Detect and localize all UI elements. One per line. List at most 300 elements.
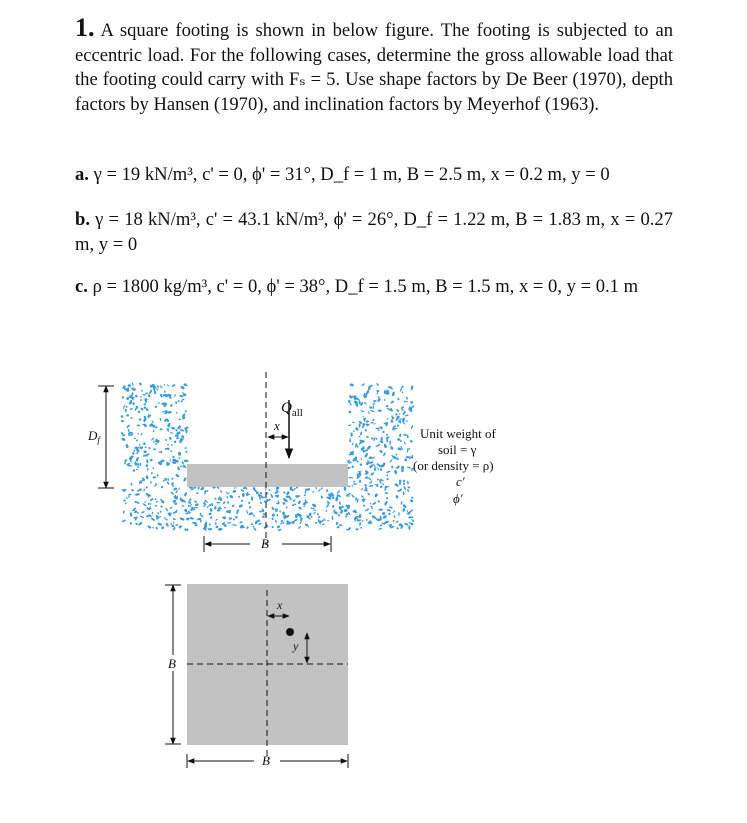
soil-speck <box>253 527 257 531</box>
soil-speck <box>153 390 156 395</box>
soil-speck <box>166 481 169 485</box>
soil-speck <box>229 494 234 499</box>
soil-speck <box>355 528 359 531</box>
soil-speck <box>364 453 368 458</box>
soil-speck <box>380 468 382 471</box>
soil-speck <box>403 480 406 483</box>
soil-speck <box>216 502 220 504</box>
soil-speck <box>402 482 405 485</box>
svg-text:c′: c′ <box>456 474 465 489</box>
soil-speck <box>388 386 390 389</box>
soil-speck <box>401 501 403 505</box>
soil-speck <box>271 526 274 529</box>
soil-speck <box>165 507 169 512</box>
soil-speck <box>373 423 375 425</box>
soil-speck <box>199 513 202 516</box>
soil-speck <box>145 486 148 489</box>
soil-speck <box>159 428 162 431</box>
soil-speck <box>187 505 189 508</box>
soil-speck <box>294 487 297 490</box>
soil-speck <box>373 437 376 442</box>
soil-speck <box>321 495 324 498</box>
soil-speck <box>172 455 175 458</box>
soil-speck <box>396 527 399 530</box>
soil-speck <box>179 517 184 521</box>
soil-speck <box>136 452 138 454</box>
soil-speck <box>160 505 163 508</box>
soil-speck <box>407 489 410 492</box>
soil-speck <box>318 488 322 492</box>
soil-speck <box>178 400 180 403</box>
soil-speck <box>272 513 276 517</box>
soil-speck <box>145 392 148 394</box>
soil-speck <box>124 459 127 462</box>
soil-speck <box>161 486 164 489</box>
soil-speck <box>214 497 217 499</box>
soil-speck <box>167 478 169 481</box>
soil-speck <box>149 458 153 462</box>
svg-text:ϕ′: ϕ′ <box>453 491 463 506</box>
soil-speck <box>132 402 135 405</box>
soil-speck <box>361 488 364 491</box>
soil-speck <box>141 511 145 514</box>
soil-speck <box>326 504 330 508</box>
soil-speck <box>138 521 143 526</box>
soil-speck <box>275 519 277 523</box>
problem-number: 1. <box>75 13 95 42</box>
soil-speck <box>184 509 188 513</box>
soil-speck <box>406 396 408 399</box>
soil-speck <box>231 504 234 507</box>
soil-speck <box>206 501 209 503</box>
soil-speck <box>399 418 403 420</box>
soil-speck <box>236 512 239 515</box>
soil-speck <box>220 490 222 494</box>
soil-speck <box>259 501 262 504</box>
soil-speck <box>222 501 225 505</box>
case-text: γ = 19 kN/m³, c' = 0, ϕ' = 31°, D_f = 1 m, B = 2.5 m, x = 0.2 m, y = 0 <box>93 164 610 185</box>
soil-speck <box>226 496 228 499</box>
case-label: c. <box>75 276 88 297</box>
plan-view <box>165 584 348 768</box>
soil-speck <box>365 508 370 512</box>
soil-speck <box>169 436 172 440</box>
soil-speck <box>128 493 132 496</box>
soil-speck <box>402 491 404 495</box>
soil-speck <box>376 389 379 392</box>
soil-speck <box>370 472 375 476</box>
soil-speck <box>217 509 221 511</box>
soil-speck <box>399 413 401 415</box>
soil-speck <box>154 405 157 408</box>
soil-speck <box>149 498 154 502</box>
soil-speck <box>136 439 139 442</box>
soil-speck <box>184 447 187 449</box>
soil-speck <box>392 510 396 513</box>
soil-speck <box>403 401 408 403</box>
soil-speck <box>170 491 174 495</box>
soil-speck <box>386 474 388 477</box>
load-label: $Q_{all}$ <box>281 400 303 419</box>
soil-speck <box>366 420 369 423</box>
soil-speck <box>396 408 400 412</box>
soil-speck <box>310 507 312 509</box>
soil-speck <box>147 468 149 471</box>
soil-speck <box>410 385 414 390</box>
soil-speck <box>353 483 357 485</box>
soil-speck <box>313 510 316 511</box>
soil-speck <box>396 465 401 470</box>
soil-speck <box>135 394 139 397</box>
soil-speck <box>157 512 160 515</box>
soil-speck <box>123 405 125 410</box>
soil-speck <box>279 510 281 513</box>
soil-speck <box>232 489 237 493</box>
soil-speck <box>372 502 377 506</box>
soil-speck <box>401 406 405 410</box>
soil-speck <box>145 475 148 479</box>
soil-speck <box>407 481 409 485</box>
soil-speck <box>143 450 147 453</box>
soil-speck <box>405 420 408 422</box>
soil-speck <box>146 459 149 463</box>
soil-speck <box>372 405 374 409</box>
soil-speck <box>404 441 406 445</box>
soil-speck <box>169 459 171 461</box>
soil-speck <box>375 428 379 430</box>
soil-speck <box>182 399 185 401</box>
soil-speck <box>151 420 154 423</box>
soil-speck <box>315 522 318 524</box>
soil-speck <box>200 486 205 490</box>
soil-speck <box>358 514 362 519</box>
soil-speck <box>130 408 134 411</box>
soil-speck <box>402 421 406 425</box>
soil-speck <box>274 490 279 494</box>
soil-speck <box>171 384 175 388</box>
soil-speck <box>131 489 134 492</box>
soil-speck <box>130 483 132 486</box>
soil-speck <box>159 418 161 422</box>
soil-speck <box>391 465 394 468</box>
soil-speck <box>379 449 383 453</box>
plan-side-label: B <box>168 656 176 671</box>
soil-speck <box>322 523 325 525</box>
soil-speck <box>348 424 352 426</box>
soil-speck <box>262 515 265 518</box>
soil-speck <box>227 501 229 503</box>
soil-speck <box>173 487 178 491</box>
soil-speck <box>137 410 140 413</box>
soil-speck <box>121 396 124 399</box>
soil-speck <box>313 512 316 514</box>
soil-speck <box>171 444 173 446</box>
soil-speck <box>407 486 410 489</box>
soil-speck <box>125 409 127 412</box>
soil-speck <box>403 486 406 491</box>
soil-speck <box>302 501 307 506</box>
soil-speck <box>145 464 148 468</box>
soil-speck <box>312 507 315 509</box>
soil-speck <box>171 477 174 480</box>
soil-speck <box>312 503 317 508</box>
soil-speck <box>361 520 363 522</box>
soil-speck <box>370 422 373 424</box>
soil-speck <box>382 515 387 520</box>
soil-speck <box>379 478 382 482</box>
soil-speck <box>390 446 394 451</box>
soil-speck <box>179 395 183 398</box>
soil-speck <box>245 493 249 497</box>
soil-speck <box>349 383 354 387</box>
soil-speck <box>409 499 413 503</box>
soil-speck <box>232 524 237 526</box>
soil-speck <box>365 476 369 480</box>
soil-speck <box>258 522 262 525</box>
soil-speck <box>178 457 180 459</box>
soil-speck <box>360 457 362 460</box>
soil-speck <box>154 498 156 501</box>
soil-speck <box>242 493 245 497</box>
soil-speck <box>336 490 340 494</box>
soil-speck <box>402 504 407 509</box>
soil-speck <box>345 513 348 516</box>
soil-speck <box>394 515 396 518</box>
soil-speck <box>158 402 160 404</box>
soil-speck <box>407 510 408 512</box>
soil-speck <box>183 477 187 482</box>
soil-speck <box>165 439 167 442</box>
soil-speck <box>143 403 146 406</box>
soil-speck <box>339 524 343 526</box>
soil-speck <box>172 485 174 487</box>
soil-speck <box>375 444 380 447</box>
soil-speck <box>378 430 380 432</box>
soil-speck <box>377 396 380 399</box>
soil-speck <box>386 434 388 436</box>
soil-speck <box>377 392 379 394</box>
soil-speck <box>238 504 243 508</box>
soil-speck <box>375 438 377 440</box>
soil-speck <box>153 448 156 450</box>
soil-speck <box>209 504 212 506</box>
soil-speck <box>303 494 306 497</box>
soil-speck <box>241 500 244 503</box>
soil-speck <box>395 453 398 456</box>
case-text: γ = 18 kN/m³, c' = 43.1 kN/m³, ϕ' = 26°, D_f = 1.22 m, B = 1.83 m, x = 0.27 m, y = 0 <box>75 209 673 255</box>
svg-text:(or density = ρ): (or density = ρ) <box>413 458 494 473</box>
soil-speck <box>303 505 305 507</box>
soil-speck <box>248 501 251 504</box>
soil-speck <box>386 497 388 499</box>
soil-speck <box>153 441 155 443</box>
soil-speck <box>133 517 135 519</box>
soil-speck <box>345 515 348 518</box>
soil-speck <box>357 445 358 448</box>
soil-speck <box>398 512 399 516</box>
soil-speck <box>271 517 274 520</box>
soil-speck <box>227 522 231 524</box>
soil-speck <box>410 401 413 404</box>
soil-speck <box>142 503 147 507</box>
soil-speck <box>408 448 410 450</box>
soil-speck <box>148 394 151 398</box>
soil-speck <box>194 507 198 508</box>
soil-speck <box>348 485 351 487</box>
soil-speck <box>147 502 150 505</box>
soil-speck <box>132 452 135 455</box>
soil-speck <box>185 450 188 453</box>
soil-speck <box>367 492 370 495</box>
section-width-label: B <box>261 536 269 551</box>
soil-speck <box>126 414 129 417</box>
soil-speck <box>372 418 375 421</box>
soil-speck <box>149 389 153 394</box>
soil-speck <box>389 459 393 463</box>
soil-speck <box>188 501 192 505</box>
soil-speck <box>396 424 399 427</box>
soil-speck <box>366 435 369 438</box>
soil-speck <box>150 481 152 483</box>
soil-speck <box>363 402 367 405</box>
soil-speck <box>382 483 384 485</box>
soil-speck <box>225 491 227 493</box>
svg-text:soil = γ: soil = γ <box>438 442 477 457</box>
soil-speck <box>181 505 184 507</box>
soil-speck <box>278 528 282 531</box>
soil-speck <box>235 516 238 519</box>
soil-speck <box>358 471 362 473</box>
case-label: b. <box>75 209 90 230</box>
soil-speck <box>384 492 388 494</box>
soil-speck <box>175 490 178 494</box>
soil-speck <box>251 496 253 501</box>
soil-speck <box>152 476 156 478</box>
soil-speck <box>318 516 321 519</box>
soil-speck <box>304 491 306 494</box>
soil-speck <box>401 466 404 470</box>
soil-speck <box>251 523 254 525</box>
soil-speck <box>153 430 155 433</box>
soil-speck <box>402 417 406 422</box>
soil-speck <box>355 443 358 447</box>
soil-speck <box>154 485 156 487</box>
soil-speck <box>136 469 138 471</box>
soil-speck <box>282 501 286 505</box>
soil-speck <box>285 506 287 509</box>
soil-speck <box>143 488 146 491</box>
soil-speck <box>381 512 385 516</box>
soil-speck <box>123 510 125 513</box>
soil-speck <box>368 411 370 414</box>
soil-speck <box>377 500 380 503</box>
soil-speck <box>400 440 402 442</box>
soil-speck <box>155 442 158 445</box>
soil-speck <box>159 510 162 513</box>
soil-speck <box>125 444 129 449</box>
soil-speck <box>175 429 178 432</box>
section-view <box>87 372 496 552</box>
soil-speck <box>246 526 249 529</box>
plan-x-label: x <box>277 598 283 612</box>
soil-speck <box>140 399 142 401</box>
soil-speck <box>125 502 128 504</box>
soil-speck <box>380 437 383 441</box>
soil-speck <box>395 520 399 523</box>
soil-speck <box>377 398 381 403</box>
soil-speck <box>370 503 372 505</box>
soil-speck <box>176 437 179 439</box>
soil-speck <box>121 437 126 441</box>
soil-speck <box>163 394 168 397</box>
soil-speck <box>351 465 354 468</box>
soil-speck <box>411 519 415 523</box>
soil-speck <box>370 410 375 413</box>
soil-speck <box>399 434 401 438</box>
soil-speck <box>170 404 173 407</box>
soil-speck <box>141 390 143 392</box>
soil-speck <box>167 384 169 387</box>
soil-speck <box>280 522 283 525</box>
soil-speck <box>394 470 397 475</box>
soil-speck <box>139 444 141 446</box>
soil-speck <box>389 440 392 443</box>
soil-speck <box>144 446 146 448</box>
soil-speck <box>146 408 149 411</box>
soil-speck <box>169 506 173 509</box>
soil-speck <box>176 412 178 414</box>
soil-speck <box>376 383 379 386</box>
soil-speck <box>376 467 379 471</box>
soil-speck <box>206 505 209 509</box>
soil-speck <box>215 519 218 522</box>
soil-speck <box>390 419 393 423</box>
soil-speck <box>365 423 369 427</box>
soil-speck <box>336 522 339 526</box>
soil-speck <box>178 525 182 529</box>
soil-speck <box>286 491 290 496</box>
soil-speck <box>238 495 241 498</box>
soil-speck <box>173 440 177 444</box>
soil-speck <box>298 526 302 530</box>
soil-speck <box>282 491 286 494</box>
soil-speck <box>128 496 130 499</box>
soil-speck <box>124 461 126 464</box>
soil-speck <box>140 396 142 398</box>
soil-speck <box>121 519 126 522</box>
soil-speck <box>156 501 158 503</box>
soil-speck <box>133 469 136 472</box>
soil-speck <box>359 463 362 466</box>
soil-speck <box>360 431 363 435</box>
soil-speck <box>348 477 353 479</box>
soil-speck <box>276 514 278 517</box>
soil-speck <box>360 526 363 529</box>
soil-speck <box>142 394 146 396</box>
soil-speck <box>140 515 145 518</box>
soil-speck <box>189 504 192 508</box>
soil-speck <box>401 409 404 412</box>
soil-speck <box>392 519 395 522</box>
soil-speck <box>392 391 396 396</box>
soil-speck <box>194 500 198 503</box>
soil-speck <box>134 438 137 440</box>
soil-speck <box>363 504 366 507</box>
soil-speck <box>126 406 128 408</box>
soil-speck <box>376 478 379 481</box>
soil-speck <box>135 493 140 496</box>
soil-speck <box>211 503 214 507</box>
